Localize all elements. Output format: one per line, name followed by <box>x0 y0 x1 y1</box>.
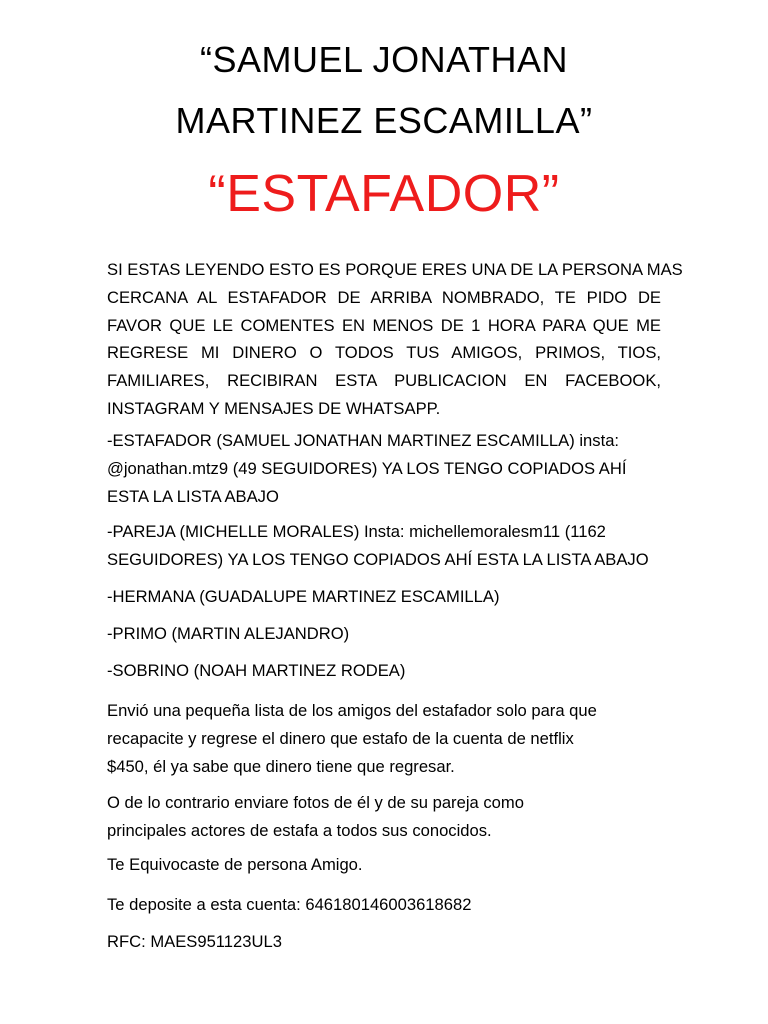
cuenta-line <box>107 891 661 919</box>
estafador-paragraph <box>107 427 661 510</box>
envio-paragraph <box>107 697 661 780</box>
contrario-line: principales actores de estafa a todos sus conocidos. <box>107 820 492 840</box>
sobrino-text: -SOBRINO (NOAH MARTINEZ RODEA) <box>107 661 406 680</box>
equivocaste-line <box>107 851 661 879</box>
name-heading-line-1: “SAMUEL JONATHAN <box>199 39 569 80</box>
envio-line: $450, él ya sabe que dinero tiene que regresar. <box>107 756 455 776</box>
contrario-line: O de lo contrario enviare fotos de él y de su pareja como <box>107 793 524 812</box>
contrario-paragraph <box>107 789 661 845</box>
envio-line: recapacite y regrese el dinero que estafo de la cuenta de netflix <box>107 728 574 748</box>
hermana-text: -HERMANA (GUADALUPE MARTINEZ ESCAMILLA) <box>107 587 500 606</box>
estafador-line: -ESTAFADOR (SAMUEL JONATHAN MARTINEZ ESCAMILLA) insta: <box>107 431 620 450</box>
hermana-line <box>107 583 661 611</box>
equivocaste-text: Te Equivocaste de persona Amigo. <box>107 855 363 874</box>
rfc-line <box>107 928 661 956</box>
pareja-paragraph <box>107 518 661 574</box>
estafador-line: ESTA LA LISTA ABAJO <box>107 486 279 506</box>
cuenta-text: Te deposite a esta cuenta: 646180146003618682 <box>107 895 472 914</box>
intro-line: INSTAGRAM Y MENSAJES DE WHATSAPP. <box>107 398 441 418</box>
rfc-text: RFC: MAES951123UL3 <box>107 932 282 951</box>
pareja-line: SEGUIDORES) YA LOS TENGO COPIADOS AHÍ ESTA LA LISTA ABAJO <box>107 549 649 569</box>
intro-line: REGRESE MI DINERO O TODOS TUS AMIGOS, PRIMOS, TIOS, <box>107 343 661 363</box>
sobrino-line <box>107 657 661 685</box>
intro-line: CERCANA AL ESTAFADOR DE ARRIBA NOMBRADO, TE PIDO DE <box>107 287 661 307</box>
intro-paragraph <box>107 256 683 423</box>
estafador-line: @jonathan.mtz9 (49 SEGUIDORES) YA LOS TENGO COPIADOS AHÍ <box>107 458 627 478</box>
intro-line: SI ESTAS LEYENDO ESTO ES PORQUE ERES UNA DE LA PERSONA MAS <box>107 260 683 279</box>
pareja-line: -PAREJA (MICHELLE MORALES) Insta: michellemoralesm11 (1162 <box>107 522 606 541</box>
primo-line <box>107 620 661 648</box>
primo-text: -PRIMO (MARTIN ALEJANDRO) <box>107 624 350 643</box>
name-heading-line-2: MARTINEZ ESCAMILLA” <box>175 100 593 141</box>
envio-line: Envió una pequeña lista de los amigos del estafador solo para que <box>107 701 597 720</box>
intro-line: FAMILIARES, RECIBIRAN ESTA PUBLICACION EN FACEBOOK, <box>107 371 661 391</box>
alert-heading: “ESTAFADOR” <box>208 165 560 223</box>
intro-line: FAVOR QUE LE COMENTES EN MENOS DE 1 HORA PARA QUE ME <box>107 315 661 335</box>
